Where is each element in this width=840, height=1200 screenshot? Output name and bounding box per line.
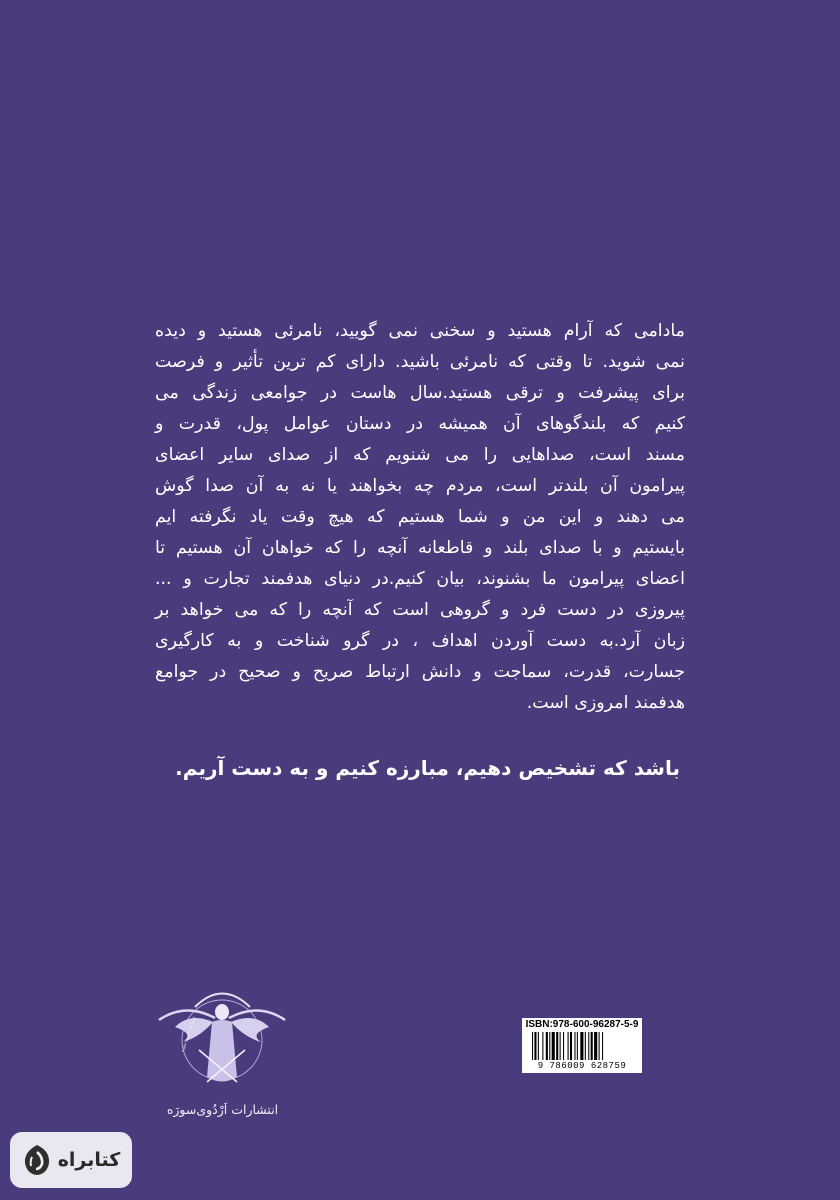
blurb-line: هدفمند امروزی است.: [526, 693, 685, 713]
blurb-line: نمی شوید. تا وقتی که نامرئی باشید. دارای کم ترین تأثیر و فرصت: [155, 352, 685, 372]
ketabrah-watermark[interactable]: [10, 1132, 132, 1188]
barcode-bars: [532, 1032, 632, 1060]
blurb-line: بایستیم و با صدای بلند و قاطعانه آنچه را که خواهان آن هستیم تا: [155, 538, 685, 558]
watermark-text: کتابراه: [57, 1149, 121, 1171]
blurb-line: پیرامون آن بلندتر است، مردم چه بخواهند یا نه به آن صدا گوش: [155, 476, 685, 496]
isbn-barcode: [522, 1018, 642, 1073]
blurb-line: مسند است، صداهایی را می شنویم که از صدای سایر اعضای: [155, 445, 685, 465]
winged-figure-logo-icon: [155, 982, 290, 1102]
publisher-logo: [155, 982, 290, 1132]
tagline: باشد که تشخیص دهیم، مبارزه کنیم و به دست آریم.: [175, 756, 680, 780]
logo-inner-text: انتشارات اردوی سوره: [179, 1015, 197, 1053]
leaf-icon: [22, 1143, 52, 1177]
isbn-label: ISBN:978-600-96287-5-9: [525, 1019, 639, 1030]
blurb-text: [155, 316, 685, 719]
blurb-line: جسارت، قدرت، سماجت و دانش ارتباط صریح و صحیح در جوامع: [155, 662, 685, 682]
blurb-line: اعضای پیرامون ما بشنوند، بیان کنیم.در دنیای هدفمند تجارت و ...: [155, 569, 685, 589]
blurb-line: می دهند و این من و شما هستیم که هیچ وقت یاد نگرفته ایم: [155, 507, 685, 527]
blurb-line: پیروزی در دست فرد و گروهی است که آنچه را که می خواهد بر: [155, 600, 685, 620]
blurb-line: کنیم که بلندگوهای آن همیشه در دستان عوامل پول، قدرت و: [155, 414, 685, 434]
blurb-line: زبان آرد.به دست آوردن اهداف ، در گرو شناخت و به کارگیری: [155, 631, 685, 651]
blurb-line: برای پیشرفت و ترقی هستید.سال هاست در جوامعی زندگی می: [155, 383, 685, 403]
publisher-name: انتشارات اَرْدُوی‌سورَه: [166, 1102, 279, 1117]
blurb-line: مادامی که آرام هستید و سخنی نمی گویید، نامرئی هستید و دیده: [155, 321, 685, 341]
barcode-number: 9 786009 628759: [537, 1061, 627, 1071]
